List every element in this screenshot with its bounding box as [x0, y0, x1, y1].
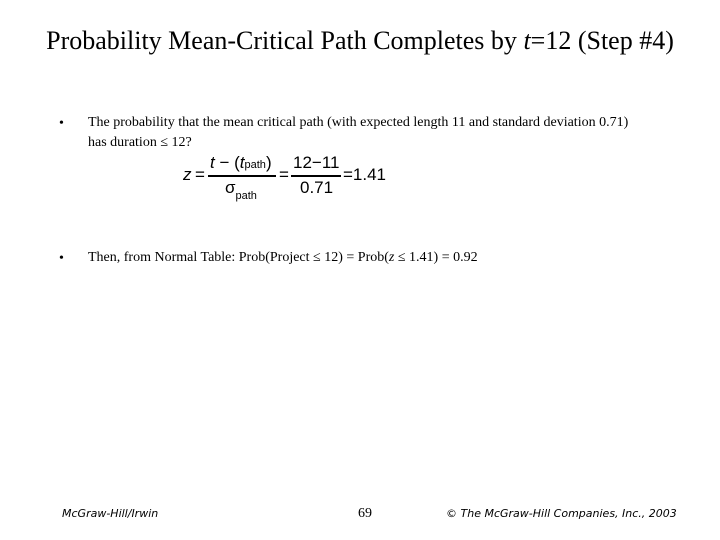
formula-result: =1.41 [343, 165, 387, 184]
bullet-text-2 [88, 248, 648, 268]
bullet-marker-1: • [59, 116, 64, 131]
bullet-2-suffix: ≤ 1.41) = 0.92 [394, 250, 478, 265]
title-variable: t [523, 26, 531, 55]
z-score-formula [183, 152, 387, 204]
formula-minus: − ( [214, 153, 240, 172]
formula-z: z [183, 165, 192, 184]
formula-sigma: σ [225, 178, 236, 197]
title-prefix: Probability Mean-Critical Path Completes by [46, 26, 524, 55]
title-suffix: =12 (Step #4) [530, 26, 674, 55]
formula-close: ) [265, 153, 272, 172]
formula-eq2: = [279, 165, 289, 184]
formula-denominator-1 [225, 178, 257, 202]
formula-t2: t [239, 153, 245, 172]
formula-eq1: = [195, 165, 205, 184]
footer-publisher: McGraw-Hill/Irwin [62, 507, 159, 520]
slide-title [0, 26, 720, 56]
fraction-bar-2 [291, 175, 341, 177]
formula-numerator-1 [210, 153, 272, 173]
bullet-text-1: The probability that the mean critical path (with expected length 11 and standard deviation 0.71) has duration ≤ 12? [88, 115, 629, 150]
fraction-bar-1 [208, 175, 276, 177]
formula-denominator-2: 0.71 [300, 178, 334, 197]
bullet-2-variable: z [388, 250, 395, 265]
bullet-2-prefix: Then, from Normal Table: Prob(Project ≤ 12) = Prob( [88, 250, 389, 265]
formula-numerator-2: 12−11 [293, 153, 340, 172]
footer-copyright: © The McGraw-Hill Companies, Inc., 2003 [446, 507, 677, 520]
formula-num-sub: path [244, 159, 266, 171]
page-number: 69 [358, 506, 372, 521]
formula-den-sub: path [235, 190, 257, 202]
formula-t: t [210, 153, 215, 172]
bullet-marker-2: • [59, 251, 64, 266]
